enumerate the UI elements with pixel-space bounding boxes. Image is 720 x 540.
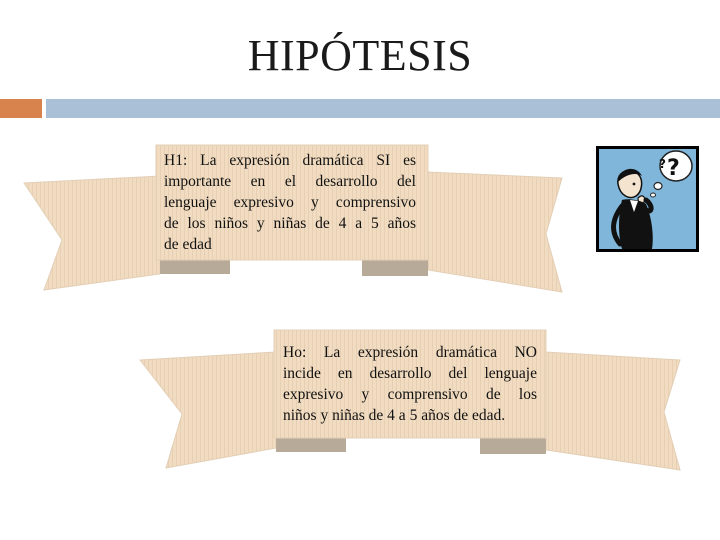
hypothesis-h1-text [164, 150, 416, 255]
h0-line: incide en desarrollo del lenguaje [283, 365, 537, 382]
h0-line: niños y niñas de 4 a 5 años de edad. [283, 407, 506, 424]
h1-line: de edad [164, 236, 212, 253]
h1-line: de los niños y niñas de 4 a 5 años [164, 215, 416, 232]
thinking-person-question-icon [596, 146, 699, 252]
h1-line: importante en el desarrollo del [164, 173, 416, 190]
svg-text:?: ? [659, 157, 666, 171]
slide-title: HIPÓTESIS [247, 31, 473, 80]
h0-line: expresivo y comprensivo de los [283, 386, 537, 403]
h1-line: H1: La expresión dramática SI es [164, 152, 416, 169]
svg-text:?: ? [667, 156, 680, 181]
hypothesis-h0-text [283, 342, 537, 426]
h1-line: lenguaje expresivo y comprensivo [164, 194, 416, 211]
h0-line: Ho: La expresión dramática NO [283, 344, 537, 361]
